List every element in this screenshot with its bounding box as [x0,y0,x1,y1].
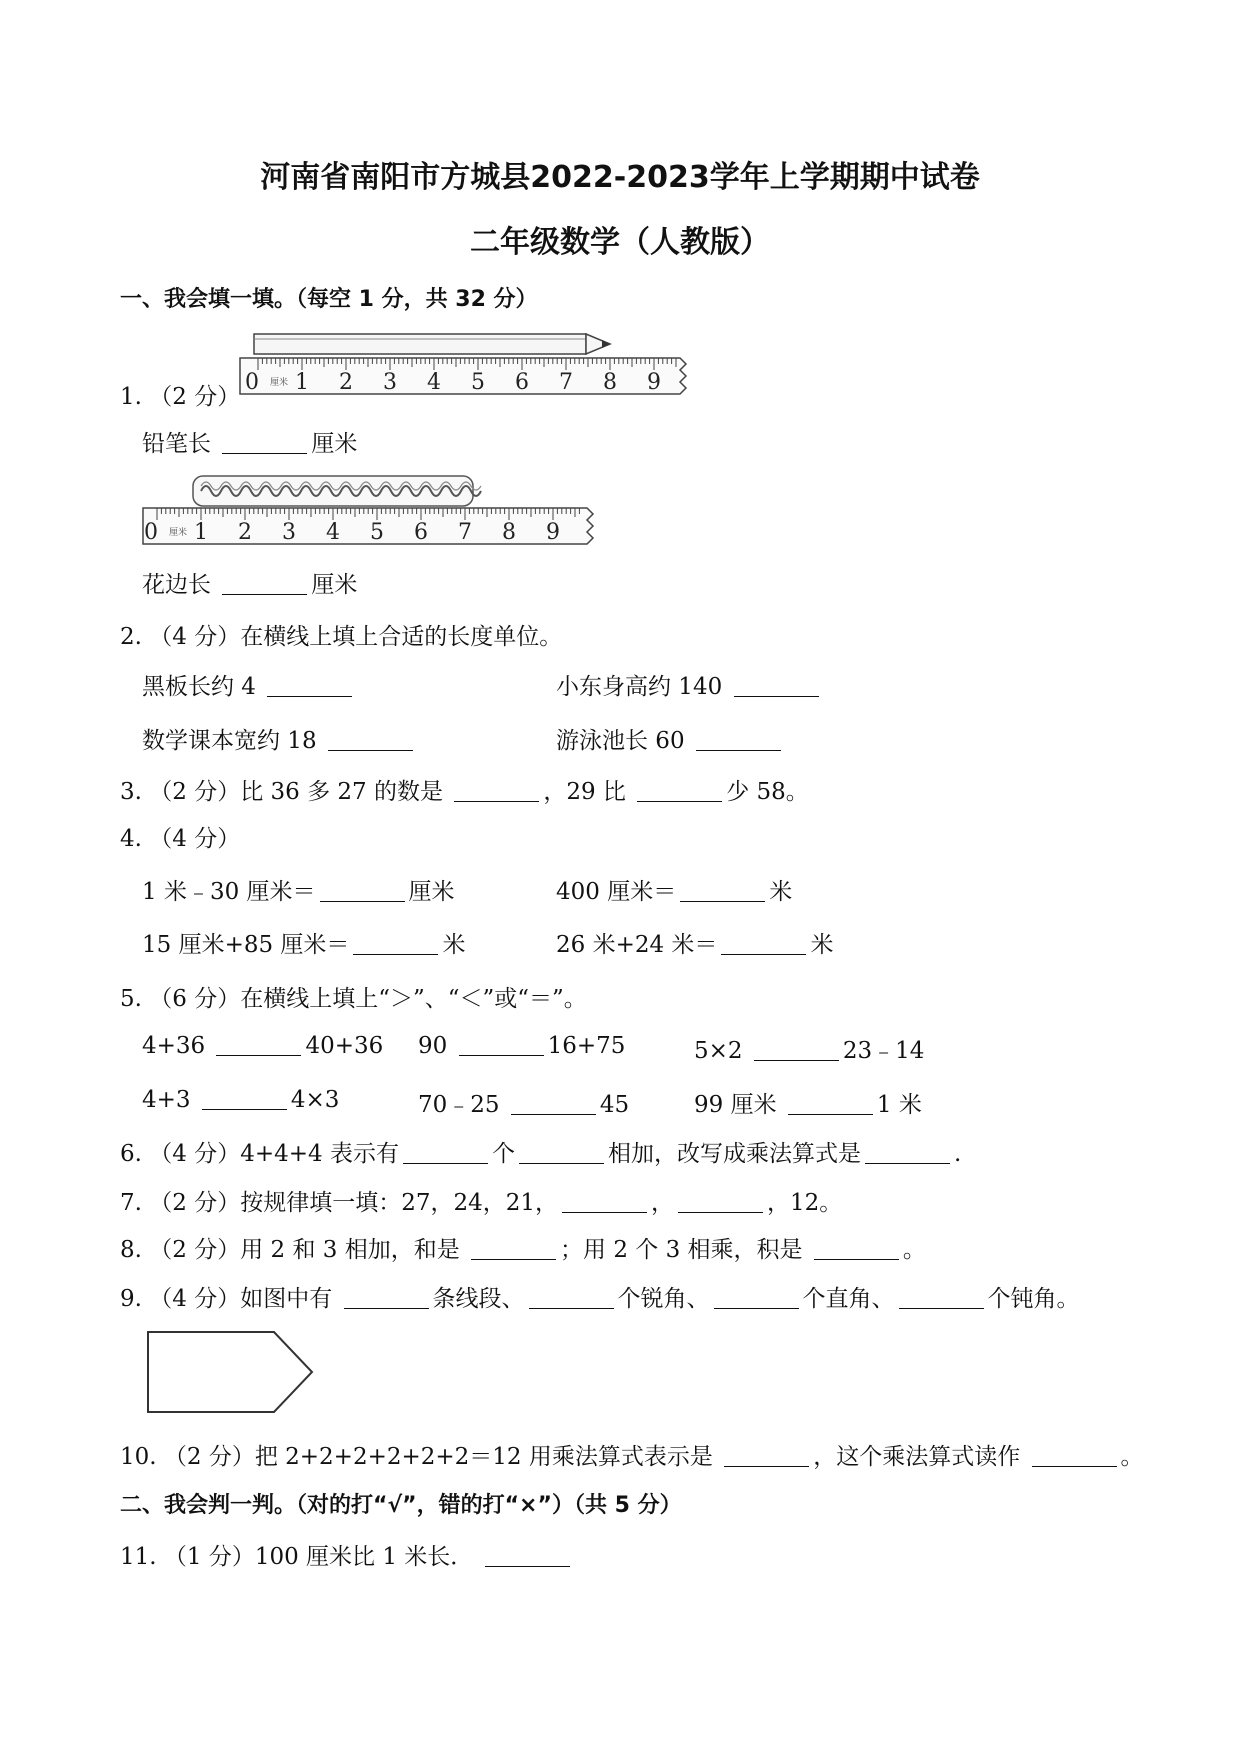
q4-item-a [142,873,455,906]
question-text: ；用 2 个 3 相乘，积是 [560,1237,803,1263]
question-text: 个直角、 [802,1286,895,1312]
ruler-tick-label: 5 [370,520,384,545]
answer-blank[interactable] [788,1091,873,1115]
compare-left: 5×2 [694,1038,743,1064]
ruler-tick-label: 9 [546,520,560,545]
answer-blank[interactable] [724,1443,809,1467]
question-text: 条线段、 [432,1286,525,1312]
compare-right: 4×3 [290,1087,340,1113]
section-heading-judge: 二、我会判一判。（对的打“√”，错的打“×”）（共 5 分） [120,1493,682,1518]
compare-left: 70﹣25 [418,1092,500,1118]
item-text: 15 厘米+85 厘米＝ [142,932,350,958]
question-10 [120,1438,1144,1471]
q5-r1-a [142,1032,383,1059]
question-number: 11. [120,1544,157,1570]
question-text: ，这个乘法算式读作 [813,1444,1021,1470]
question-number: 8. [120,1237,142,1263]
compare-right: 16+75 [547,1033,626,1059]
question-4 [120,820,240,853]
ruler-tick-label: 2 [339,370,353,395]
question-text: （4 分）如图中有 [149,1286,333,1312]
ruler-tick-label: 0 [144,520,158,545]
answer-blank[interactable] [403,1140,488,1164]
answer-blank[interactable] [454,778,539,802]
answer-blank[interactable] [678,1189,763,1213]
question-score: （2 分） [149,384,241,410]
ruler-with-flower-border [143,474,593,546]
ruler-tick-label: 6 [515,370,529,395]
question-text: （4 分）在横线上填上合适的长度单位。 [149,624,563,650]
ruler-unit-label: 厘米 [270,378,289,388]
unit-label: 米 [810,932,834,958]
question-text: （2 分）比 36 多 27 的数是 [149,779,443,805]
item-text: 26 米+24 米＝ [556,932,718,958]
question-number: 6. [120,1141,142,1167]
answer-blank[interactable] [320,878,405,902]
pentagon-shape [148,1332,312,1412]
q5-r2-c [694,1086,922,1119]
question-1 [120,378,240,411]
question-text: ， [651,1190,675,1216]
ruler-tick-label: 0 [245,370,259,395]
unit-label: 厘米 [311,572,358,598]
q4-item-b [556,873,792,906]
answer-blank[interactable] [216,1032,301,1056]
question-text: （6 分）在横线上填上“＞”、“＜”或“＝”。 [149,986,587,1012]
question-number: 4. [120,826,142,852]
unit-label: 米 [442,932,466,958]
section-heading-fill: 一、我会填一填。（每空 1 分，共 32 分） [120,287,538,312]
q2-item-c [142,722,417,755]
item-text: 数学课本宽约 18 [142,728,317,754]
answer-blank[interactable] [1032,1443,1117,1467]
page-title: 河南省南阳市方城县2022-2023学年上学期期中试卷 [260,160,980,195]
q1-flower-line [142,566,357,599]
answer-blank[interactable] [471,1236,556,1260]
ruler-unit-label: 厘米 [169,528,188,538]
q2-item-b [556,668,823,701]
answer-blank[interactable] [267,673,352,697]
question-5 [120,980,587,1013]
question-number: 3. [120,779,142,805]
question-11 [120,1538,574,1571]
ruler-tick-label: 7 [559,370,573,395]
ruler-tick-label: 7 [458,520,472,545]
answer-blank[interactable] [814,1236,899,1260]
q4-item-c [142,926,465,959]
answer-blank[interactable] [637,778,722,802]
ruler-tick-label: 3 [282,520,296,545]
item-text: 小东身高约 140 [556,674,723,700]
pentagon-figure [146,1330,316,1420]
compare-left: 99 厘米 [694,1092,777,1118]
ruler-tick-label: 8 [502,520,516,545]
answer-blank[interactable] [562,1189,647,1213]
question-number: 7. [120,1190,142,1216]
question-text: 。 [902,1237,926,1263]
answer-blank[interactable] [721,931,806,955]
compare-left: 4+36 [142,1033,206,1059]
pencil-lead [602,340,610,348]
question-9 [120,1280,1080,1313]
q4-item-d [556,926,833,959]
item-text: 400 厘米＝ [556,879,677,905]
question-text: 个锐角、 [617,1286,710,1312]
ruler-with-pencil [240,328,690,396]
answer-blank[interactable] [202,1086,287,1110]
question-text: （2 分）把 2+2+2+2+2+2＝12 用乘法算式表示是 [163,1444,713,1470]
answer-blank[interactable] [754,1037,839,1061]
ruler-tick-label: 2 [238,520,252,545]
ruler-tick-label: 5 [471,370,485,395]
compare-right: 23﹣14 [842,1038,925,1064]
answer-blank[interactable] [353,931,438,955]
question-3 [120,773,809,806]
ruler-tick-label: 9 [647,370,661,395]
question-text: （2 分）用 2 和 3 相加，和是 [149,1237,460,1263]
pencil-label: 铅笔长 [142,431,211,457]
pencil-body [254,334,586,354]
item-text: 游泳池长 60 [556,728,685,754]
question-text: . [953,1141,962,1167]
answer-blank[interactable] [899,1285,984,1309]
question-number: 2. [120,624,142,650]
answer-blank-flower[interactable] [222,571,307,595]
answer-blank[interactable] [734,673,819,697]
answer-blank-pencil[interactable] [222,430,307,454]
q2-item-a [142,668,356,701]
question-text: 。 [1120,1444,1144,1470]
answer-blank[interactable] [344,1285,429,1309]
item-text: 黑板长约 4 [142,674,256,700]
q5-r1-b [418,1032,625,1059]
page-subtitle: 二年级数学（人教版） [470,225,770,260]
question-text: （4 分）4+4+4 表示有 [149,1141,399,1167]
answer-blank[interactable] [511,1091,596,1115]
q5-r2-b [418,1086,629,1119]
answer-blank[interactable] [714,1285,799,1309]
ruler-tick-label: 8 [603,370,617,395]
q1-pencil-line [142,425,357,458]
compare-right: 40+36 [305,1033,384,1059]
answer-blank[interactable] [459,1032,544,1056]
question-text: ，29 比 [543,779,626,805]
question-number: 5. [120,986,142,1012]
unit-label: 厘米 [311,431,358,457]
q2-item-d [556,722,785,755]
ruler-tick-label: 1 [295,370,309,395]
answer-blank[interactable] [865,1140,950,1164]
question-7 [120,1184,842,1217]
question-score: （4 分） [149,826,241,852]
question-text: （2 分）按规律填一填：27，24，21， [149,1190,559,1216]
compare-left: 4+3 [142,1087,191,1113]
q5-r1-c [694,1032,924,1065]
question-number: 10. [120,1444,157,1470]
answer-blank[interactable] [485,1543,570,1567]
q5-r2-a [142,1086,339,1113]
question-text: 相加，改写成乘法算式是 [607,1141,861,1167]
compare-left: 90 [418,1033,448,1059]
unit-label: 厘米 [408,879,455,905]
question-text: ，12。 [767,1190,843,1216]
question-2 [120,618,562,651]
answer-blank[interactable] [328,727,413,751]
ruler-tick-label: 1 [194,520,208,545]
ruler-tick-label: 6 [414,520,428,545]
question-text: 个钝角。 [987,1286,1080,1312]
compare-right: 45 [599,1092,630,1118]
unit-label: 米 [769,879,793,905]
ruler-tick-label: 4 [326,520,340,545]
answer-blank[interactable] [696,727,781,751]
question-6 [120,1135,961,1168]
compare-right: 1 米 [876,1092,922,1118]
answer-blank[interactable] [529,1285,614,1309]
question-text: 少 58。 [726,779,809,805]
question-number: 1. [120,384,142,410]
question-number: 9. [120,1286,142,1312]
ruler-tick-label: 4 [427,370,441,395]
answer-blank[interactable] [680,878,765,902]
question-text: 个 [491,1141,515,1167]
ruler-tick-label: 3 [383,370,397,395]
flower-label: 花边长 [142,572,211,598]
question-8 [120,1231,926,1264]
item-text: 1 米﹣30 厘米＝ [142,879,316,905]
question-text: （1 分）100 厘米比 1 米长． [163,1544,474,1570]
answer-blank[interactable] [519,1140,604,1164]
